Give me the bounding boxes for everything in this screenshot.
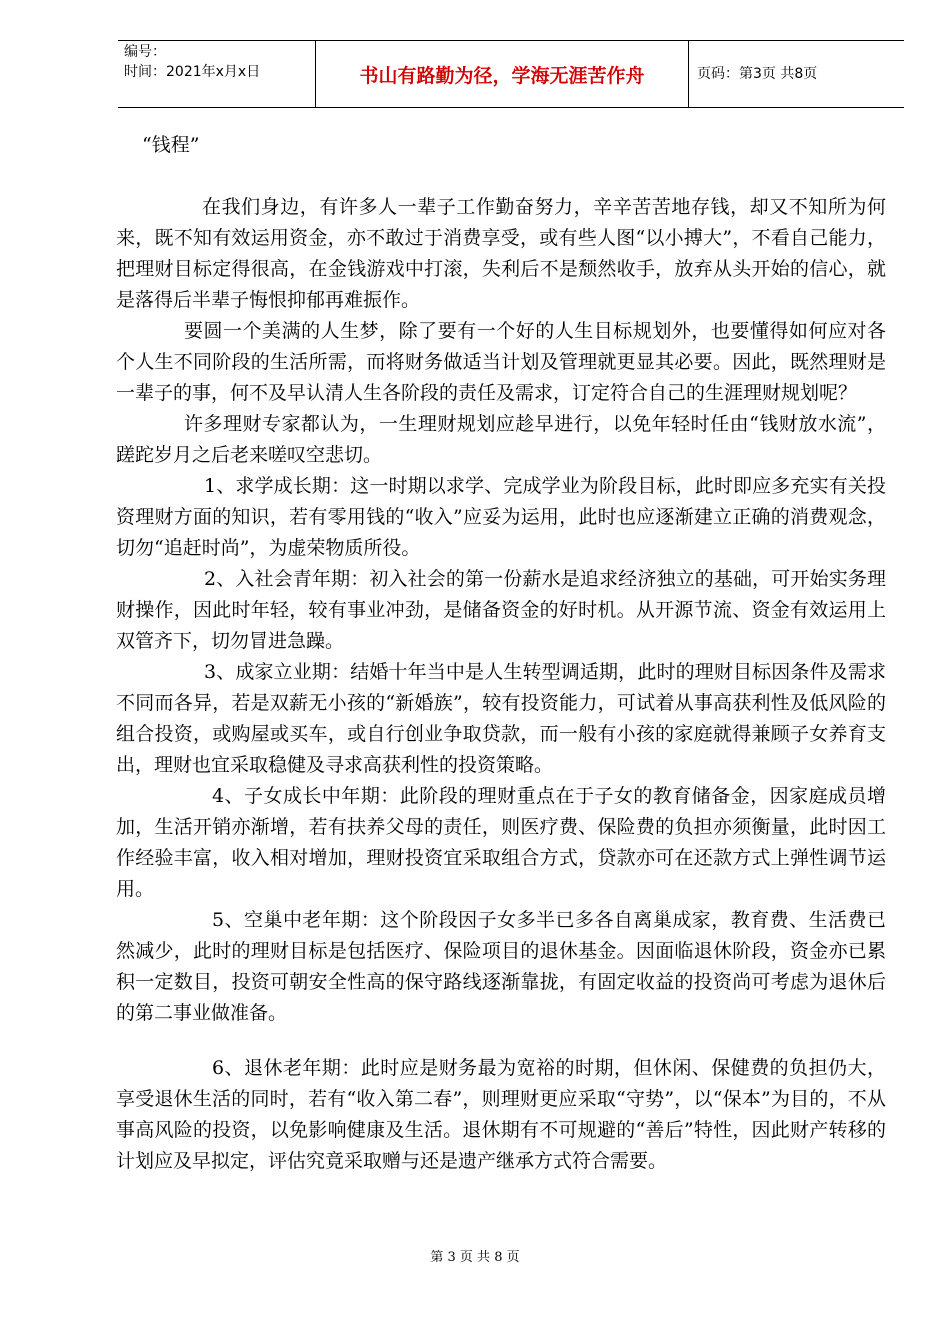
header-meta-cell (118, 41, 316, 107)
header-table (118, 40, 904, 108)
document-time-label: 时间：2021年x月x日 (124, 64, 261, 80)
paragraph-stage-6: 6、退休老年期：此时应是财务最为宽裕的时期，但休闲、保健费的负担仍大，享受退休生活的同时，若有“收入第二春”，则理财更应采取“守势”，以“保本”为目的，不从事高风险的投资，以免影响健康及生活。退休期有不可规避的“善后”特性，因此财产转移的计划应及早拟定，评估究竟采取赠与还是遗产继承方式符合需要。 (116, 1057, 886, 1172)
footer-page-number: 第 3 页 共 8 页 (430, 1250, 520, 1265)
paragraph-stage-3: 3、成家立业期：结婚十年当中是人生转型调适期，此时的理财目标因条件及需求不同而各异，若是双薪无小孩的“新婚族”，较有投资能力，可试着从事高获利性及低风险的组合投资，或购屋或买车，或自行创业争取贷款，而一般有小孩的家庭就得兼顾子女养育支出，理财也宜采取稳健及寻求高获利性的投资策略。 (116, 661, 886, 776)
paragraph-experts: 许多理财专家都认为，一生理财规划应趁早进行，以免年轻时任由“钱财放水流”，蹉跎岁月之后老来嗟叹空悲切。 (116, 413, 886, 466)
paragraph-dream: 要圆一个美满的人生梦，除了要有一个好的人生目标规划外，也要懂得如何应对各个人生不同阶段的生活所需，而将财务做适当计划及管理就更显其必要。因此，既然理财是一辈子的事，何不及早认清人生各阶段的责任及需求，订定符合自己的生涯理财规划呢？ (116, 320, 886, 404)
header-motto: 书山有路勤为径，学海无涯苦作舟 (359, 65, 645, 87)
paragraph-stage-4: 4、子女成长中年期：此阶段的理财重点在于子女的教育储备金，因家庭成员增加，生活开销亦渐增，若有扶养父母的责任，则医疗费、保险费的负担亦须衡量，此时因工作经验丰富，收入相对增加，理财投资宜采取组合方式，贷款亦可在还款方式上弹性调节运用。 (116, 785, 886, 900)
paragraph-stage-5: 5、空巢中老年期：这个阶段因子女多半已多各自离巢成家，教育费、生活费已然减少，此时的理财目标是包括医疗、保险项目的退休基金。因面临退休阶段，资金亦已累积一定数目，投资可朝安全性高的保守路线逐渐靠拢，有固定收益的投资尚可考虑为退休后的第二事业做准备。 (116, 909, 886, 1024)
header-page-info: 页码：第3页 共8页 (697, 66, 818, 82)
paragraph-stage-1: 1、求学成长期：这一时期以求学、完成学业为阶段目标，此时即应多充实有关投资理财方面的知识，若有零用钱的“收入”应妥为运用，此时也应逐渐建立正确的消费观念，切勿“追赶时尚”，为虚荣物质所役。 (116, 475, 886, 559)
section-title: “钱程” (142, 134, 200, 156)
header-motto-cell (316, 41, 689, 107)
document-number-label: 编号： (124, 44, 166, 60)
paragraph-stage-2: 2、入社会青年期：初入社会的第一份薪水是追求经济独立的基础，可开始实务理财操作，因此时年轻，较有事业冲劲，是储备资金的好时机。从开源节流、资金有效运用上双管齐下，切勿冒进急躁。 (116, 568, 886, 652)
paragraph-intro: 在我们身边，有许多人一辈子工作勤奋努力，辛辛苦苦地存钱，却又不知所为何来，既不知有效运用资金，亦不敢过于消费享受，或有些人图“以小搏大”，不看自己能力，把理财目标定得很高，在金钱游戏中打滚，失利后不是颓然收手，放弃从头开始的信心，就是落得后半辈子悔恨抑郁再难振作。 (116, 196, 886, 311)
header-page-cell (689, 41, 904, 107)
document-body (116, 130, 886, 1177)
